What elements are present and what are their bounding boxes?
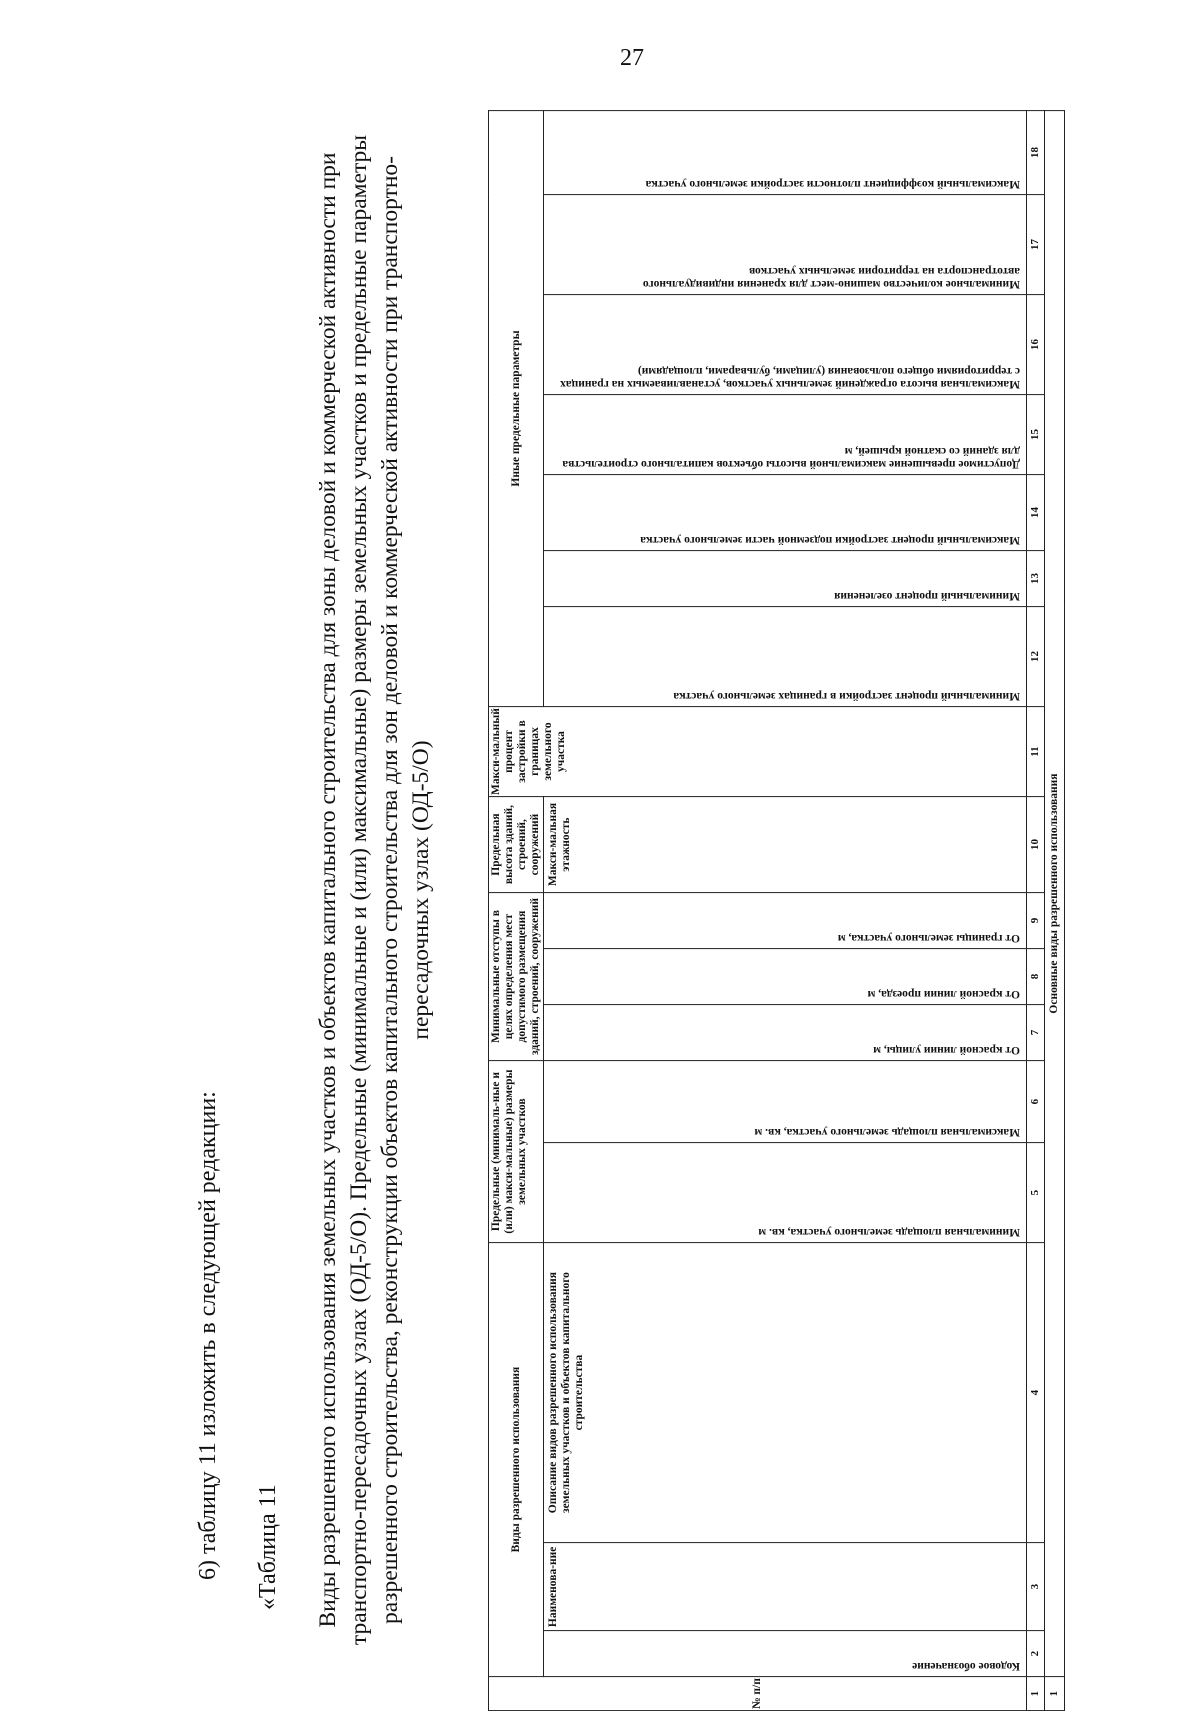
column-number-2: 2 — [1027, 1631, 1045, 1677]
section-title: Основные виды разрешенного использования — [1045, 111, 1065, 1677]
header-name: Наименова-ние — [544, 1543, 1027, 1631]
page-number: 27 — [620, 45, 644, 71]
column-number-15: 15 — [1027, 395, 1045, 475]
header-plot-border: От границы земельного участка, м — [544, 893, 1027, 949]
column-number-3: 3 — [1027, 1543, 1045, 1631]
header-col-13: Минимальный процент озеленения — [544, 551, 1027, 607]
header-col-12: Минимальный процент застройки в границах земельного участка — [544, 607, 1027, 707]
header-col-18: Максимальный коэффициент плотности застройки земельного участка — [544, 111, 1027, 195]
header-col-15: Допустимое превышение максимальной высоты объектов капитального строительства для зданий со скатной крышей, м — [544, 395, 1027, 475]
table-11-main — [488, 110, 1065, 1711]
header-height: Предельная высота зданий, строений, сооружений — [489, 797, 544, 893]
column-number-7: 7 — [1027, 1005, 1045, 1061]
section-row-number: 1 — [1045, 1677, 1065, 1711]
header-description: Описание видов разрешенного использования земельных участков и объектов капитального строительства — [544, 1243, 1027, 1543]
column-number-10: 10 — [1027, 797, 1045, 893]
header-col-17: Минимальное количество машино-мест для хранения индивидуального автотранспорта на территории земельных участков — [544, 195, 1027, 295]
intro-line-text: 6) таблицу 11 изложить в следующей редакции: — [195, 1091, 221, 1580]
page-text-block — [195, 120, 495, 1660]
column-number-17: 17 — [1027, 195, 1045, 295]
section-row — [1045, 111, 1065, 1711]
table-label-text: «Таблица 11 — [255, 1484, 281, 1610]
header-setbacks: Минимальные отступы в целях определения мест допустимого размещения зданий, строений, сооружений — [489, 893, 544, 1061]
header-min-area: Минимальная площадь земельного участка, кв. м — [544, 1143, 1027, 1243]
column-number-18: 18 — [1027, 111, 1045, 195]
column-number-4: 4 — [1027, 1243, 1045, 1543]
table-wrapper — [490, 110, 1065, 1710]
table-heading-text: Виды разрешенного использования земельных участков и объектов капитального строительства для зоны деловой и коммерческой активности при транспортно-пересадочных узлах (ОД-5/О). Предельные (минимальные и (или) максимальные) размеры земельных участков и предельные параметры разрешенного строительства, реконструкции объектов капитального строительства для зон деловой и коммерческой активности при транспортно-пересадочных узлах (ОД-5/О) — [315, 134, 434, 1646]
column-number-13: 13 — [1027, 551, 1045, 607]
column-number-9: 9 — [1027, 893, 1045, 949]
column-number-11: 11 — [1027, 707, 1045, 797]
header-max-floors: Макси-мальная этажность — [544, 797, 1027, 893]
column-number-16: 16 — [1027, 295, 1045, 395]
column-number-8: 8 — [1027, 949, 1045, 1005]
header-max-area: Максимальная площадь земельного участка, кв. м — [544, 1061, 1027, 1143]
header-col-16: Максимальная высота ограждений земельных участков, устанавливаемых на границах с территориями общего пользования (улицами, бульварами, площадями) — [544, 295, 1027, 395]
column-number-6: 6 — [1027, 1061, 1045, 1143]
header-plot-sizes: Предельные (минималь-ные и (или) макси-мальные) размеры земельных участков — [489, 1061, 544, 1243]
column-number-14: 14 — [1027, 475, 1045, 551]
column-numbers-row — [1027, 111, 1045, 1711]
header-other-params: Иные предельные параметры — [489, 111, 544, 707]
column-number-5: 5 — [1027, 1143, 1045, 1243]
header-red-line-passage: От красной линии проезда, м — [544, 949, 1027, 1005]
column-number-1: 1 — [1027, 1677, 1045, 1711]
header-code: Кодовое обозначение — [544, 1631, 1027, 1677]
header-row-number: № п/п — [489, 1677, 1027, 1711]
header-col-14: Максимальный процент застройки подземной части земельного участка — [544, 475, 1027, 551]
header-max-build: Макси-мальный процент застройки в границах земельного участка — [489, 707, 1027, 797]
column-number-12: 12 — [1027, 607, 1045, 707]
header-red-line-street: От красной линии улицы, м — [544, 1005, 1027, 1061]
header-permitted-use-kinds: Виды разрешенного использования — [489, 1243, 544, 1677]
